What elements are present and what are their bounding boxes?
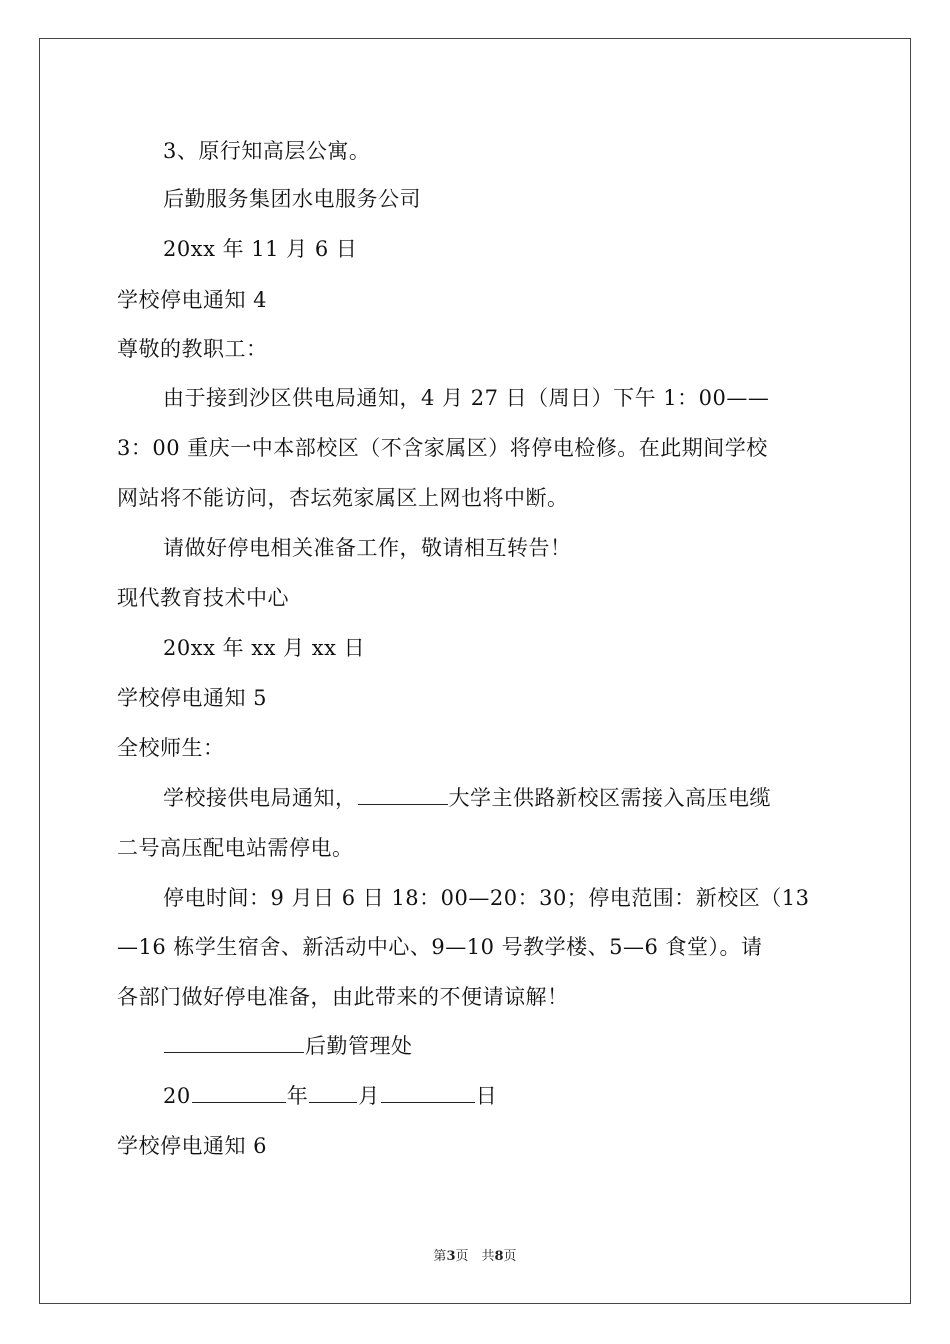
footer-mid: 页 共 (455, 1249, 495, 1264)
date-day: 日 (475, 1084, 498, 1108)
footer-suffix: 页 (503, 1249, 517, 1264)
text-line: 二号高压配电站需停电。 (117, 836, 354, 860)
fill-blank (358, 784, 448, 805)
text-line: —16 栋学生宿舍、新活动中心、9—10 号教学楼、5—6 食堂）。请 (117, 935, 763, 959)
page-current: 3 (446, 1249, 456, 1264)
text-line: 各部门做好停电准备，由此带来的不便请谅解！ (117, 985, 569, 1009)
text-line (163, 784, 771, 812)
fill-blank (164, 1032, 304, 1053)
page-border (39, 38, 911, 1304)
fill-blank (309, 1082, 357, 1103)
signature: 后勤管理处 (305, 1034, 413, 1058)
text-line: 停电时间：9 月日 6 日 18：00—20：30；停电范围：新校区（13 (163, 886, 810, 910)
text-line: 20xx 年 11 月 6 日 (163, 237, 358, 261)
date-year: 年 (286, 1084, 309, 1108)
page-total: 8 (494, 1249, 504, 1264)
date-prefix: 20 (163, 1084, 191, 1108)
date: 20xx 年 xx 月 xx 日 (163, 636, 366, 660)
signature: 现代教育技术中心 (117, 586, 289, 610)
text-prefix: 学校接供电局通知， (163, 786, 357, 810)
text-line: 请做好停电相关准备工作，敬请相互转告！ (163, 536, 572, 560)
signature-line (163, 1032, 413, 1060)
footer-prefix: 第 (433, 1249, 447, 1264)
section-heading: 学校停电通知 6 (117, 1134, 268, 1158)
date-month: 月 (358, 1084, 380, 1108)
text-line: 3：00 重庆一中本部校区（不含家属区）将停电检修。在此期间学校 (117, 436, 768, 460)
text-line: 网站将不能访问，杏坛苑家属区上网也将中断。 (117, 486, 569, 510)
text-line: 由于接到沙区供电局通知，4 月 27 日（周日）下午 1：00—— (163, 386, 770, 410)
fill-blank (192, 1082, 286, 1103)
section-heading: 学校停电通知 4 (117, 288, 268, 312)
text-suffix: 大学主供路新校区需接入高压电缆 (448, 786, 771, 810)
page-footer (0, 1248, 950, 1266)
text-line: 3、原行知高层公寓。 (163, 139, 371, 163)
fill-blank (381, 1082, 475, 1103)
section-heading: 学校停电通知 5 (117, 686, 268, 710)
date-line (163, 1082, 497, 1110)
text-line: 后勤服务集团水电服务公司 (163, 187, 421, 211)
salutation: 全校师生： (117, 736, 225, 760)
salutation: 尊敬的教职工： (117, 337, 268, 361)
